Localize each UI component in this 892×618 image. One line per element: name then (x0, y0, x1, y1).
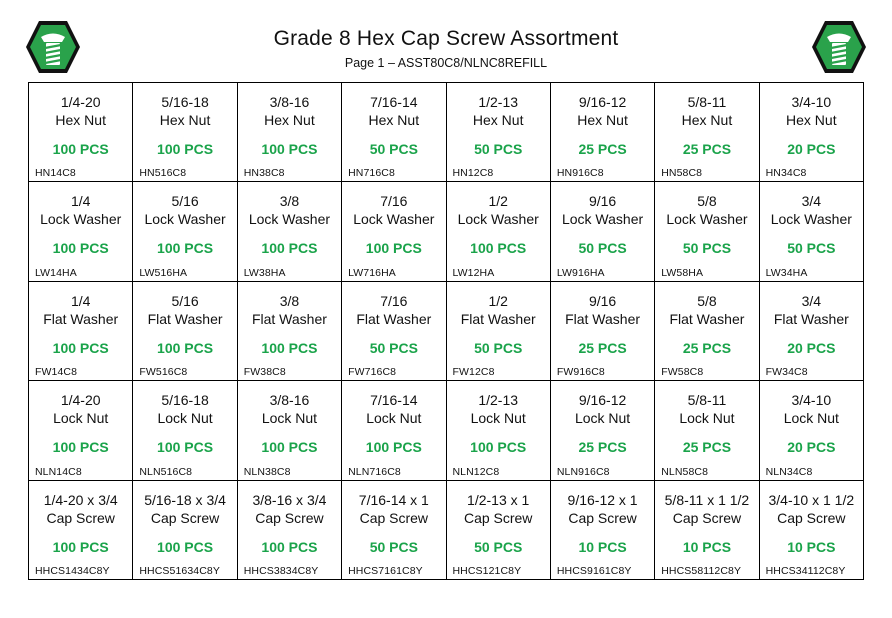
part-type: Lock Nut (157, 410, 213, 427)
part-quantity: 100 PCS (470, 439, 527, 456)
part-quantity: 100 PCS (365, 240, 422, 257)
part-code: LW58HA (661, 266, 704, 279)
assortment-cell (133, 481, 237, 580)
part-quantity: 100 PCS (52, 538, 109, 555)
page-subtitle: Page 1 – ASST80C8/NLNC8REFILL (344, 56, 548, 70)
part-code: NLN34C8 (765, 465, 813, 478)
part-type: Lock Nut (574, 410, 631, 427)
part-type: Lock Washer (40, 211, 122, 228)
part-code: NLN716C8 (348, 465, 401, 478)
part-quantity: 20 PCS (787, 339, 836, 356)
part-size: 1/2 (488, 193, 508, 210)
part-size: 1/2 (488, 292, 508, 309)
part-quantity: 100 PCS (261, 538, 318, 555)
part-type: Lock Nut (261, 410, 318, 427)
part-type: Flat Washer (147, 310, 223, 327)
part-code: FW516C8 (139, 366, 188, 379)
part-quantity: 50 PCS (787, 240, 836, 257)
part-code: LW34HA (765, 266, 808, 279)
part-size: 3/4-10 x 1 1/2 (768, 491, 855, 508)
part-quantity: 50 PCS (369, 339, 418, 356)
part-quantity: 50 PCS (682, 240, 732, 257)
part-type: Hex Nut (577, 112, 628, 128)
part-quantity: 100 PCS (157, 538, 214, 555)
assortment-cell (551, 481, 655, 580)
assortment-cell (342, 381, 446, 480)
part-size: 3/4-10 (791, 392, 832, 409)
part-code: HHCS1434C8Y (35, 565, 110, 577)
part-type: Hex Nut (786, 112, 837, 128)
part-size: 1/4-20 x 3/4 (43, 491, 118, 508)
part-code: LW12HA (452, 266, 495, 279)
assortment-cell (655, 182, 759, 281)
part-size: 7/16-14 (370, 94, 418, 110)
part-quantity: 20 PCS (787, 439, 836, 456)
part-quantity: 25 PCS (682, 141, 732, 157)
part-type: Lock Nut (679, 410, 735, 427)
part-type: Lock Washer (666, 211, 748, 228)
part-size: 3/8 (279, 292, 300, 309)
part-size: 1/2-13 (478, 94, 519, 110)
part-code: HHCS9161C8Y (556, 565, 632, 577)
assortment-cell (238, 182, 342, 281)
part-type: Flat Washer (565, 310, 641, 327)
assortment-cell (447, 481, 551, 580)
assortment-cell (551, 83, 655, 182)
assortment-cell (551, 381, 655, 480)
part-quantity: 100 PCS (52, 141, 109, 157)
part-type: Cap Screw (46, 509, 115, 526)
part-code: HHCS58112C8Y (661, 565, 742, 577)
assortment-cell (760, 282, 864, 381)
part-quantity: 100 PCS (365, 439, 422, 456)
part-size: 5/8 (697, 292, 717, 309)
assortment-cell (29, 83, 133, 182)
part-type: Lock Nut (783, 410, 839, 427)
part-quantity: 100 PCS (261, 141, 318, 157)
part-code: NLN516C8 (139, 465, 193, 478)
part-quantity: 50 PCS (578, 240, 627, 257)
part-code: LW516HA (139, 266, 188, 279)
part-size: 5/8 (697, 193, 717, 210)
assortment-cell (760, 481, 864, 580)
part-type: Lock Washer (457, 211, 539, 228)
part-code: HHCS121C8Y (452, 565, 522, 577)
part-type: Cap Screw (777, 509, 846, 526)
part-quantity: 50 PCS (474, 538, 523, 555)
part-quantity: 100 PCS (157, 141, 214, 157)
part-size: 1/4 (70, 292, 91, 309)
part-size: 1/2-13 x 1 (467, 491, 530, 508)
part-type: Flat Washer (43, 310, 119, 327)
part-code: HN38C8 (243, 167, 285, 180)
part-quantity: 100 PCS (52, 339, 109, 356)
part-code: FW12C8 (452, 366, 495, 379)
part-quantity: 25 PCS (578, 339, 627, 356)
part-size: 9/16-12 x 1 (567, 491, 638, 508)
part-size: 5/16-18 (161, 94, 209, 110)
part-type: Hex Nut (55, 112, 106, 128)
part-size: 5/8-11 x 1 1/2 (664, 491, 750, 508)
assortment-cell (551, 182, 655, 281)
assortment-cell (760, 83, 864, 182)
part-code: FW916C8 (556, 366, 605, 379)
part-type: Cap Screw (255, 509, 324, 526)
part-type: Lock Nut (53, 410, 109, 427)
part-type: Flat Washer (669, 310, 745, 327)
part-quantity: 25 PCS (578, 141, 627, 157)
part-code: HN14C8 (35, 167, 76, 180)
assortment-cell (655, 381, 759, 480)
assortment-cell (133, 182, 237, 281)
part-type: Lock Washer (561, 211, 644, 228)
part-quantity: 50 PCS (474, 339, 523, 356)
assortment-cell (29, 381, 133, 480)
part-size: 1/4 (70, 193, 91, 210)
part-size: 3/4-10 (791, 94, 832, 110)
page-title: Grade 8 Hex Cap Screw Assortment (273, 27, 619, 50)
part-size: 9/16 (588, 292, 617, 309)
part-quantity: 50 PCS (369, 141, 418, 157)
part-code: FW34C8 (765, 366, 808, 379)
part-size: 3/4 (801, 292, 822, 309)
part-type: Lock Nut (470, 410, 526, 427)
assortment-cell (342, 83, 446, 182)
part-code: FW58C8 (661, 366, 704, 379)
part-quantity: 100 PCS (470, 240, 527, 257)
assortment-cell (342, 182, 446, 281)
assortment-cell (655, 83, 759, 182)
part-quantity: 100 PCS (157, 439, 214, 456)
part-quantity: 10 PCS (787, 538, 836, 555)
part-code: HN916C8 (556, 167, 604, 180)
assortment-cell (133, 282, 237, 381)
part-size: 3/8-16 x 3/4 (252, 491, 327, 508)
part-size: 1/2-13 (478, 392, 519, 409)
part-code: NLN38C8 (243, 465, 291, 478)
part-code: LW916HA (556, 266, 605, 279)
part-size: 3/4 (801, 193, 822, 210)
part-quantity: 50 PCS (474, 141, 523, 157)
assortment-cell (655, 282, 759, 381)
part-type: Lock Washer (144, 211, 226, 228)
part-code: HN58C8 (661, 167, 703, 180)
part-type: Lock Washer (248, 211, 331, 228)
assortment-cell (447, 83, 551, 182)
part-code: HHCS51634C8Y (139, 565, 220, 577)
part-code: FW38C8 (243, 366, 286, 379)
part-type: Cap Screw (463, 509, 533, 526)
part-size: 3/8-16 (269, 94, 310, 110)
assortment-cell (29, 282, 133, 381)
part-type: Hex Nut (681, 112, 733, 128)
part-type: Lock Washer (770, 211, 852, 228)
part-size: 9/16-12 (578, 392, 627, 409)
part-quantity: 100 PCS (261, 240, 318, 257)
assortment-cell (342, 481, 446, 580)
part-quantity: 25 PCS (578, 439, 627, 456)
part-quantity: 25 PCS (682, 339, 732, 356)
assortment-cell (29, 182, 133, 281)
assortment-cell (760, 381, 864, 480)
assortment-cell (447, 182, 551, 281)
part-code: NLN14C8 (35, 465, 82, 478)
part-size: 3/8-16 (269, 392, 310, 409)
part-type: Flat Washer (251, 310, 327, 327)
part-type: Lock Nut (366, 410, 422, 427)
part-type: Hex Nut (368, 112, 420, 128)
part-quantity: 100 PCS (261, 439, 318, 456)
part-size: 7/16-14 x 1 (358, 491, 429, 508)
part-type: Hex Nut (159, 112, 211, 128)
part-code: NLN58C8 (661, 465, 709, 478)
part-size: 3/8 (279, 193, 300, 210)
assortment-cell (238, 282, 342, 381)
part-size: 5/16 (171, 193, 199, 210)
assortment-cell (551, 282, 655, 381)
part-type: Flat Washer (460, 310, 536, 327)
part-size: 1/4-20 (60, 94, 101, 110)
part-code: LW14HA (35, 266, 77, 279)
part-type: Cap Screw (672, 509, 742, 526)
part-code: NLN916C8 (556, 465, 610, 478)
part-size: 5/16-18 x 3/4 (144, 491, 226, 508)
assortment-cell (238, 381, 342, 480)
assortment-cell (342, 282, 446, 381)
part-code: HN516C8 (139, 167, 187, 180)
part-size: 9/16 (588, 193, 617, 210)
part-code: HHCS3834C8Y (243, 565, 319, 577)
assortment-cell (760, 182, 864, 281)
part-size: 5/16-18 (161, 392, 209, 409)
part-quantity: 100 PCS (157, 240, 214, 257)
part-code: NLN12C8 (452, 465, 500, 478)
part-quantity: 10 PCS (682, 538, 732, 555)
part-code: HN716C8 (348, 167, 395, 180)
part-quantity: 100 PCS (52, 240, 109, 257)
part-code: HN34C8 (765, 167, 807, 180)
part-type: Cap Screw (568, 509, 637, 526)
assortment-cell (133, 83, 237, 182)
assortment-cell (238, 83, 342, 182)
assortment-cell (447, 381, 551, 480)
part-quantity: 20 PCS (787, 141, 836, 157)
part-code: LW38HA (243, 266, 286, 279)
part-code: HN12C8 (452, 167, 494, 180)
part-size: 5/8-11 (687, 392, 727, 409)
assortment-grid (28, 82, 864, 580)
part-size: 9/16-12 (578, 94, 627, 110)
part-size: 7/16 (380, 193, 408, 210)
part-type: Hex Nut (472, 112, 524, 128)
part-size: 7/16 (380, 292, 408, 309)
part-type: Cap Screw (150, 509, 220, 526)
part-type: Lock Washer (353, 211, 435, 228)
part-quantity: 100 PCS (157, 339, 214, 356)
assortment-cell (29, 481, 133, 580)
part-quantity: 10 PCS (578, 538, 627, 555)
assortment-cell (447, 282, 551, 381)
part-size: 1/4-20 (60, 392, 101, 409)
assortment-cell (238, 481, 342, 580)
assortment-cell (655, 481, 759, 580)
part-size: 7/16-14 (370, 392, 418, 409)
part-code: FW14C8 (35, 366, 78, 379)
assortment-cell (133, 381, 237, 480)
part-code: HHCS34112C8Y (765, 565, 846, 577)
part-code: FW716C8 (348, 366, 397, 379)
part-type: Flat Washer (356, 310, 432, 327)
part-quantity: 100 PCS (52, 439, 109, 456)
part-quantity: 25 PCS (682, 439, 732, 456)
part-type: Flat Washer (773, 310, 849, 327)
part-size: 5/16 (171, 292, 199, 309)
part-quantity: 50 PCS (369, 538, 418, 555)
part-code: LW716HA (348, 266, 396, 279)
part-size: 5/8-11 (687, 94, 727, 110)
part-type: Cap Screw (359, 509, 429, 526)
part-type: Hex Nut (264, 112, 315, 128)
part-code: HHCS7161C8Y (348, 565, 423, 577)
part-quantity: 100 PCS (261, 339, 318, 356)
